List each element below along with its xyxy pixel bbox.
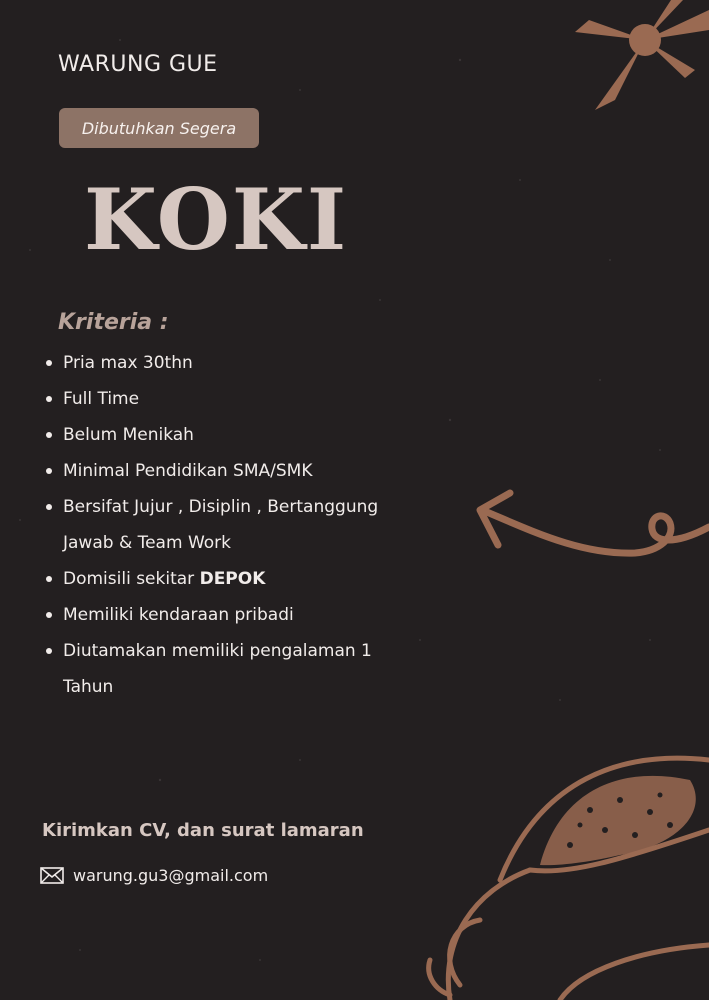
criteria-list (44, 345, 414, 705)
list-item (44, 597, 414, 633)
criteria-text: Minimal Pendidikan SMA/SMK (63, 461, 313, 481)
criteria-text: Pria max 30thn (63, 353, 193, 373)
email-address[interactable]: warung.gu3@gmail.com (73, 866, 269, 885)
coffee-cup-illustration (420, 750, 709, 1000)
list-item (44, 561, 414, 597)
criteria-bold-text: DEPOK (199, 569, 266, 589)
list-item (44, 381, 414, 417)
urgent-badge (59, 108, 259, 148)
star-illustration (575, 0, 709, 115)
criteria-text: Full Time (63, 389, 140, 409)
envelope-icon (40, 867, 64, 884)
list-item (44, 345, 414, 381)
job-title: KOKI (84, 170, 349, 269)
criteria-text: Belum Menikah (63, 425, 194, 445)
arrow-illustration (470, 485, 709, 575)
criteria-heading: Kriteria : (58, 310, 169, 335)
list-item (44, 417, 414, 453)
criteria-text: Domisili sekitar (63, 569, 200, 589)
criteria-text: Diutamakan memiliki pengalaman 1 Tahun (63, 641, 372, 697)
contact-email (40, 866, 268, 885)
list-item (44, 453, 414, 489)
brand-name: WARUNG GUE (58, 52, 218, 77)
apply-call-to-action: Kirimkan CV, dan surat lamaran (42, 820, 364, 841)
list-item (44, 489, 414, 561)
criteria-text: Memiliki kendaraan pribadi (63, 605, 294, 625)
criteria-text: Bersifat Jujur , Disiplin , Bertanggung Jawab & Team Work (63, 497, 379, 553)
list-item (44, 633, 414, 705)
urgent-badge-label: Dibutuhkan Segera (81, 118, 237, 138)
